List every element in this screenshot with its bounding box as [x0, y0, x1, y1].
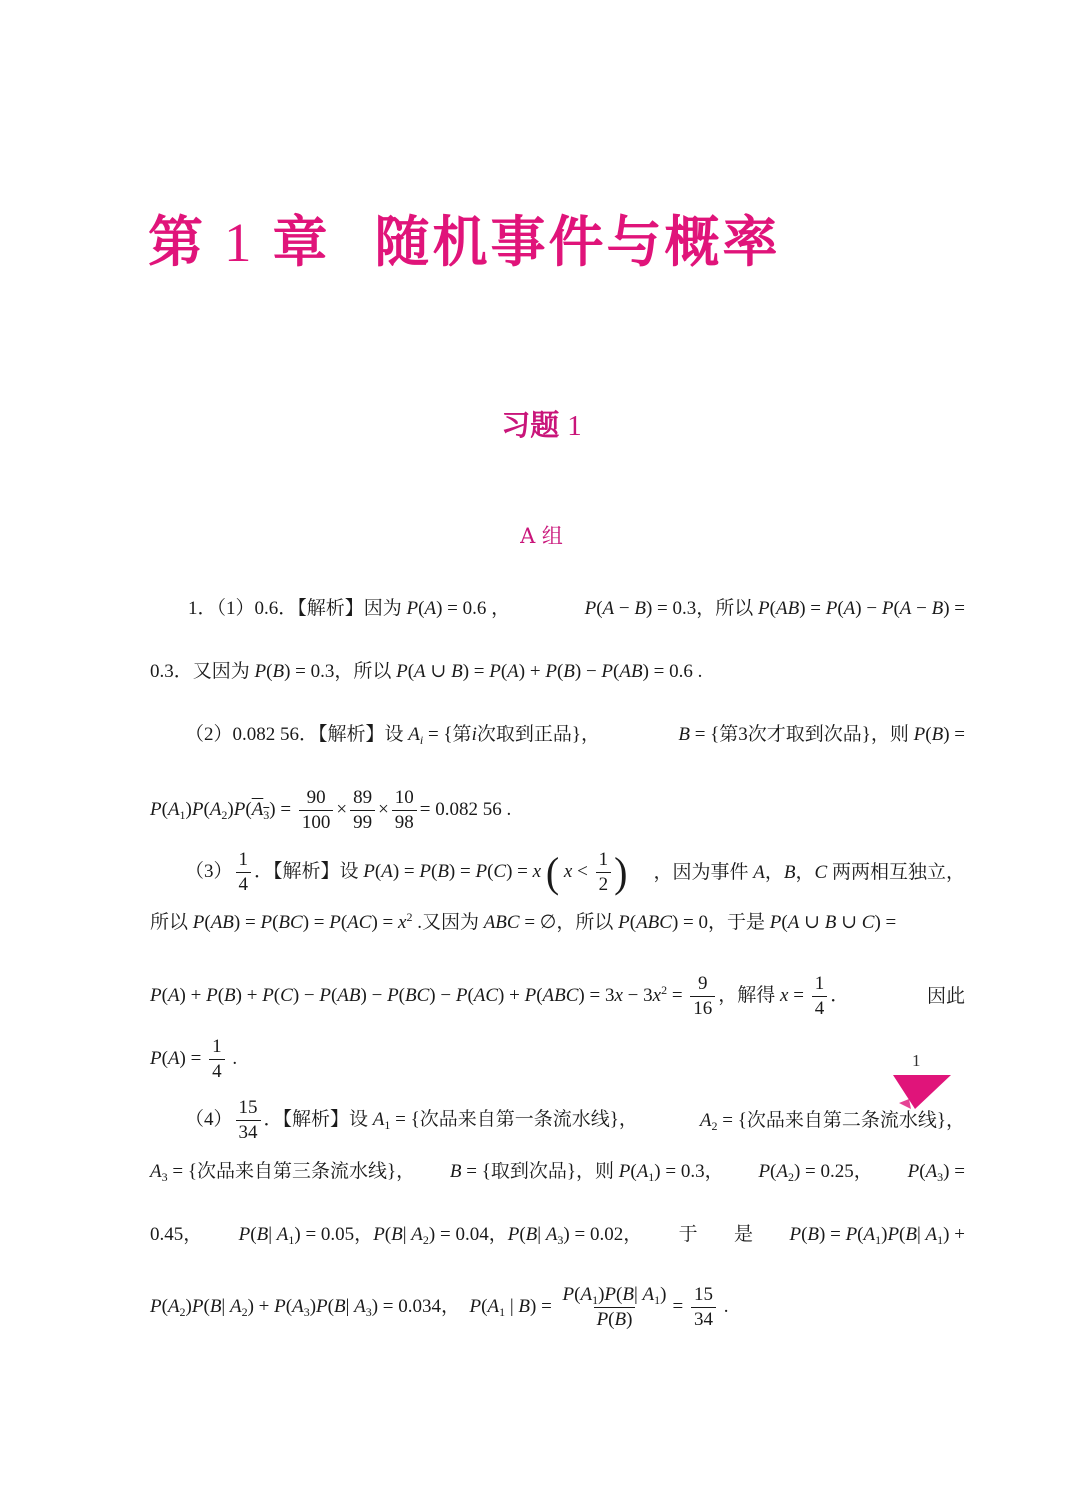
problem-1-1-line-1: 1．（1）0.6．【解析】因为 P(A) = 0.6 ， P(A − B) = 0.3，所以 P(AB) = P(A) − P(A − B) = [188, 598, 965, 619]
chapter-number: 1 [224, 212, 255, 273]
section-title [0, 403, 1083, 444]
problem-1-2-line-2: $P(A_1)P(A_2)P(A_3)$ = $\frac{90}{100}$ × $\frac{89}{99}$ × $\frac{10}{98}$ = 0.082 56 . [150, 787, 512, 833]
chapter-name: 随机事件与概率 [374, 210, 781, 274]
problem-1-3-line-3: $P(A) + P(B) + P(C) - P(AB) - P(BC) - P(AC) + P(ABC) = 3x - 3x^2$ = $\frac{9}{16}$ ，解得 x = $\frac{1}{4}$ ． 因此 [150, 973, 965, 1019]
problem-1-3-line-4: P(A) = $\frac{1}{4}$ . [150, 1036, 238, 1082]
problem-1-1-line-2: 0.3．又因为 P(B) = 0.3，所以 P(A ∪ B) = P(A) + P(B) − P(AB) = 0.6 . [150, 661, 703, 682]
problem-1-4-line-1: （4） $\frac{15}{34}$ ．【解析】设 $A_1$ = {次品来自第一条流水线}， $A_2$ = {次品来自第二条流水线}， [185, 1097, 965, 1143]
section-number: 1 [567, 410, 582, 442]
problem-1-3-line-2: 所以 $P(AB) = P(BC) = P(AC) = x^2$ .又因为 ABC = ∅，所以 P(ABC) = 0，于是 P(A ∪ B ∪ C) = [150, 910, 897, 933]
problem-1-2-line-1: （2）0.082 56．【解析】设 $A_i$ = {第i次取到正品}， B = {第3次才取到次品}，则 P(B) = [185, 724, 965, 747]
group-title: A 组 [520, 524, 563, 548]
section-label: 习题 [501, 408, 560, 442]
chapter-suffix: 章 [272, 210, 331, 274]
problem-1-4-line-3: 0.45， P(B| $A_1) = 0.05$，P(B| $A_2) = 0.04$，P(B| $A_3) = 0.02$， 于 是 $P(B) = P(A_1)P(B|$ $A_1$) + [150, 1224, 965, 1247]
problem-1-3-line-1: （3） $\frac{1}{4}$ ．【解析】设 P(A) = P(B) = P(C) = x ( x < $\frac{1}{2}$ ) ，因为事件 A，B，C 两两相互独立， [185, 848, 965, 896]
page-number: 1 [912, 1051, 921, 1070]
chapter-prefix: 第 [148, 210, 207, 274]
chapter-title [148, 198, 781, 277]
problem-1-4-line-2: $A_3$ = {次品来自第三条流水线}， B = {取到次品}，则 $P(A_1) = 0.3$， $P(A_2) = 0.25$， $P(A_3)$ = [150, 1161, 965, 1184]
problem-1-4-line-4: $P(A_2)P(B|$ $A_2) + P(A_3)P(B|$ $A_3) = 0.034$， $P(A_1$ | B) = $\frac{P(A_1)P(B| A_1)}{P(B)}$ = $\frac{15}{34}$ . [150, 1284, 729, 1330]
page-corner-triangle-icon [893, 1075, 953, 1111]
